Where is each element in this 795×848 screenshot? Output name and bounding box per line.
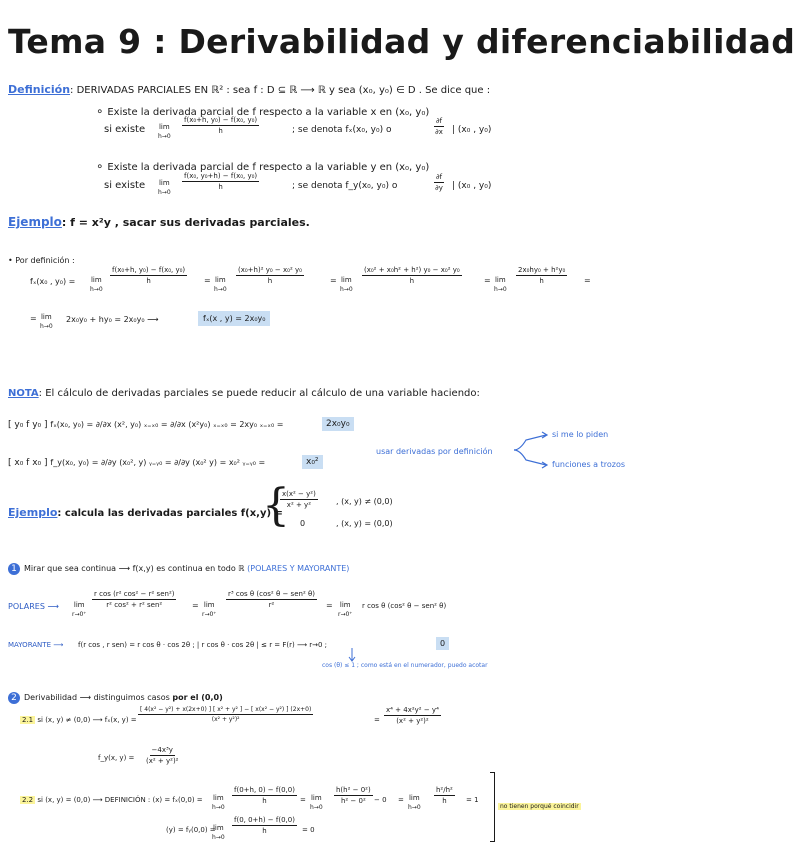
option-funciones-a-trozos: funciones a trozos <box>552 460 626 469</box>
se-denota-x: ; se denota fₓ(x₀, y₀) o <box>292 125 392 135</box>
ejemplo2-text: : calcula las derivadas parciales f(x,y) = <box>57 508 283 519</box>
frac-def-y: $\frac{\text{f(x₀, y₀+h) − f(x₀, y₀)}}{h}$ <box>184 172 258 191</box>
frac-step22-3: $\frac{\text{h²/h²}}{h}$ <box>436 786 453 805</box>
step1-number: 1 <box>8 563 20 575</box>
mayorante-text: f(r cos , r sen) = r cos θ · cos 2θ ; | r cos θ · cos 2θ | ≤ r = F(r) ⟶ r→0 ; <box>78 641 328 649</box>
at-point-x: | (x₀ , y₀) <box>452 125 492 135</box>
lim-step22-y: lim h→0 <box>212 824 225 841</box>
step22-label: 2.2 <box>22 796 34 804</box>
lim-e1-2: lim h→0 <box>214 276 227 293</box>
frac-def-x: $\frac{\text{f(x₀+h, y₀) − f(x₀, y₀)}}{h}$ <box>184 116 258 135</box>
frac-step22-y: $\frac{f(0, 0+h) - f(0,0)}{h}$ <box>234 816 295 835</box>
bullet-y: ∘ Existe la derivada parcial de f respecto a la variable y en (x₀, y₀) <box>96 159 430 173</box>
option-si-me-lo-piden: si me lo piden <box>552 430 609 439</box>
se-denota-y: ; se denota f_y(x₀, y₀) o <box>292 181 398 191</box>
ejemplo1-label: Ejemplo <box>8 215 62 229</box>
partial-fx: $\frac{\partial f}{\partial x}$ <box>435 117 443 136</box>
usar-derivadas: usar derivadas por definición <box>376 447 493 456</box>
down-arrow-icon <box>348 648 356 662</box>
ejemplo1-text: : f = x²y , sacar sus derivadas parciales. <box>61 216 310 229</box>
nota-text: : El cálculo de derivadas parciales se puede reducir al cálculo de una variable haciendo: <box>38 388 480 399</box>
step2-tag: por el (0,0) <box>172 693 223 702</box>
definicion-line <box>8 83 490 96</box>
y-line-lhs: (y) = fᵧ(0,0) = <box>166 826 216 834</box>
step22-line: 2.2 si (x, y) = (0,0) ⟶ DEFINICIÓN : (x) = fₓ(0,0) = <box>22 796 203 804</box>
ejemplo1-result: fₓ(x , y) = 2x₀y₀ <box>198 311 270 326</box>
si-existe-x: si existe <box>104 124 146 135</box>
ejemplo2-label: Ejemplo <box>8 506 58 519</box>
piecewise-cond2: , (x, y) = (0,0) <box>336 519 393 528</box>
piecewise-frac: $\frac{\text{x(x² − y²)}}{\text{x² + y²}}$ <box>282 490 316 509</box>
piecewise-val2: 0 <box>300 519 306 528</box>
ejemplo2-line <box>8 506 283 519</box>
frac-polares-2: r³ cos θ (cos² θ − sen² θ) r² <box>228 590 315 609</box>
lim-step22-3: lim h→0 <box>408 794 421 811</box>
polares-label: POLARES ⟶ <box>8 602 59 611</box>
frac-step21: $\frac{\text{[ 4(x² − y²) + x(2x+0) ] [ x² + y² ] − [ x(x² − y²) ] (2x+0)}}{\text{(x² + y²)²}}$ <box>140 706 312 723</box>
definicion-label: Definición <box>8 83 71 96</box>
nota-row1-result: 2x₀y₀ <box>322 417 354 431</box>
lim-y: lim h→0 <box>158 179 171 196</box>
step1-line: 1 Mirar que sea continua ⟶ f(x,y) es continua en todo ℝ (POLARES Y MAYORANTE) <box>8 563 349 575</box>
branch-arrows <box>512 430 552 470</box>
step21-label: 2.1 <box>22 716 34 724</box>
ejemplo1-line2: 2x₀y₀ + hy₀ = 2x₀y₀ ⟶ <box>66 315 159 324</box>
frac-e1-3: $\frac{\text{(x₀² + x₀h² + h²) y₀ − x₀² y₀}}{h}$ <box>364 266 460 285</box>
nota-row2-result: x₀² <box>302 455 323 469</box>
por-definicion: • Por definición : <box>8 256 75 265</box>
frac-polares-1: r cos (r² cos² − r² sen²) r² cos² + r² sen² <box>94 590 175 609</box>
frac-e1-2: $\frac{\text{(x₀+h)² y₀ − x₀² y₀}}{h}$ <box>238 266 302 285</box>
step1-tag: (POLARES Y MAYORANTE) <box>247 564 350 573</box>
step21-line: 2.1 si (x, y) ≠ (0,0) ⟶ fₓ(x, y) = <box>22 716 137 724</box>
step2-number: 2 <box>8 692 20 704</box>
piecewise-brace: { <box>262 480 290 531</box>
nota-row2: [ x₀ f x₀ ] f_y(x₀, y₀) = ∂/∂y (x₀², y) ᵧ₌ᵧ₀ = ∂/∂y (x₀² y) = x₀² ᵧ₌ᵧ₀ = <box>8 458 266 468</box>
bullet-x: ∘ Existe la derivada parcial de f respecto a la variable x en (x₀, y₀) <box>96 104 430 118</box>
definicion-intro: : DERIVADAS PARCIALES EN ℝ² : sea f : D ⊆ ℝ ⟶ ℝ y sea (x₀, y₀) ∈ D . Se dice que : <box>70 85 491 96</box>
frac-step22-2: $\frac{\text{h(h² − 0²)}}{\text{h² − 0²}}$ <box>336 786 371 805</box>
page-title: Tema 9 : Derivabilidad y diferenciabilidad <box>8 22 795 61</box>
lim-e1-4: lim h→0 <box>494 276 507 293</box>
lim-step22-2: lim h→0 <box>310 794 323 811</box>
nota-line <box>8 388 480 399</box>
lim-step22-1: lim h→0 <box>212 794 225 811</box>
at-point-y: | (x₀ , y₀) <box>452 181 492 191</box>
mayorante-result: 0 <box>436 637 449 650</box>
lim-polares-3: lim r→0⁺ <box>338 601 353 618</box>
lim-e1-3: lim h→0 <box>340 276 353 293</box>
ejemplo1-line <box>8 215 310 229</box>
lim-e1: lim h→0 <box>90 276 103 293</box>
step22-bracket <box>490 772 495 842</box>
lim-polares-1: lim r→0⁺ <box>72 601 87 618</box>
fx-lhs: fₓ(x₀ , y₀) = <box>30 277 76 286</box>
lim-x: lim h→0 <box>158 123 171 140</box>
mayorante-note: cos (θ) ≤ 1 ; como está en el numerador, puedo acotar <box>322 662 488 669</box>
mayorante-label: MAYORANTE ⟶ <box>8 641 64 649</box>
nota-row1: [ y₀ f y₀ ] fₓ(x₀, y₀) = ∂/∂x (x², y₀) ₓ₌ₓ₀ = ∂/∂x (x²y₀) ₓ₌ₓ₀ = 2xy₀ ₓ₌ₓ₀ = <box>8 420 284 430</box>
step2-line: 2 Derivabilidad ⟶ distinguimos casos por el (0,0) <box>8 692 223 704</box>
lim-e1-5: lim h→0 <box>40 313 53 330</box>
lim-polares-2: lim r→0⁺ <box>202 601 217 618</box>
step22-aside: no tienen porqué coincidir <box>500 803 579 810</box>
si-existe-y: si existe <box>104 180 146 191</box>
frac-fy: $\frac{\text{−4x³y}}{\text{(x² + y²)²}}$ <box>146 746 179 765</box>
partial-fy: $\frac{\partial f}{\partial y}$ <box>435 173 443 192</box>
piecewise-cond1: , (x, y) ≠ (0,0) <box>336 497 393 506</box>
frac-step22-1: $\frac{f(0+h, 0) - f(0,0)}{h}$ <box>234 786 295 805</box>
frac-e1-1: $\frac{\text{f(x₀+h, y₀) − f(x₀, y₀)}}{h}$ <box>112 266 186 285</box>
nota-label: NOTA <box>8 388 39 399</box>
fy-lhs: f_y(x, y) = <box>98 754 135 762</box>
frac-step21-2: $\frac{\text{x⁴ + 4x²y² − y⁴}}{\text{(x² + y²)²}}$ <box>386 706 439 725</box>
polares-result: r cos θ (cos² θ − sen² θ) <box>362 602 447 610</box>
frac-e1-4: $\frac{\text{2x₀hy₀ + h²y₀}}{h}$ <box>518 266 566 285</box>
